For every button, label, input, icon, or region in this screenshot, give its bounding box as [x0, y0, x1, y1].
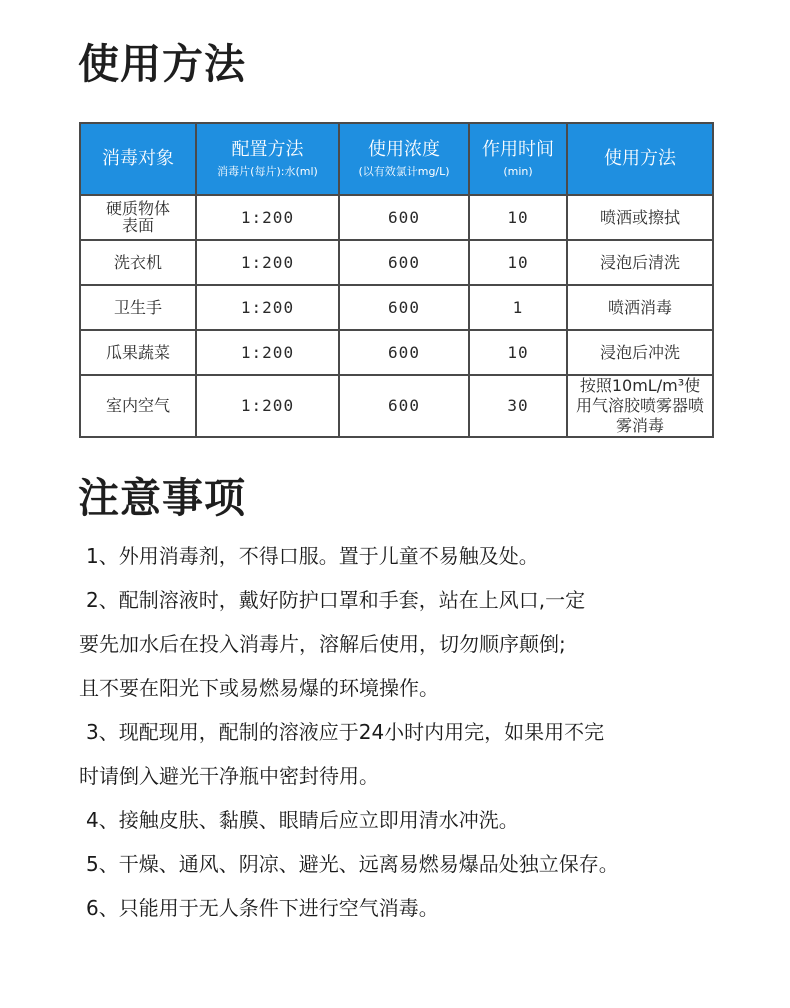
header-ratio: 配置方法 消毒片(每片):水(ml) — [196, 123, 339, 195]
note-line: 1、外用消毒剂，不得口服。置于儿童不易触及处。 — [86, 544, 539, 568]
header-time: 作用时间 (min) — [469, 123, 567, 195]
table-row — [80, 375, 713, 437]
header-object: 消毒对象 — [80, 123, 196, 195]
table-row — [80, 240, 713, 285]
cell-method: 按照10mL/m³使用气溶胶喷雾器喷雾消毒 — [567, 375, 713, 437]
cell-ratio: 1:200 — [196, 195, 339, 240]
cell-ratio: 1:200 — [196, 375, 339, 437]
cell-object: 瓜果蔬菜 — [80, 330, 196, 375]
note-line: 4、接触皮肤、黏膜、眼睛后应立即用清水冲洗。 — [86, 808, 519, 832]
cell-concentration: 600 — [339, 375, 469, 437]
table-row — [80, 195, 713, 240]
usage-heading: 使用方法 — [78, 40, 246, 88]
note-line: 且不要在阳光下或易燃易爆的环境操作。 — [79, 676, 439, 700]
cell-object: 卫生手 — [80, 285, 196, 330]
table-row — [80, 330, 713, 375]
notes-heading: 注意事项 — [78, 474, 246, 522]
note-line: 时请倒入避光干净瓶中密封待用。 — [79, 764, 379, 788]
table-row — [80, 285, 713, 330]
note-line: 2、配制溶液时，戴好防护口罩和手套，站在上风口,一定 — [86, 588, 586, 612]
cell-time: 10 — [469, 195, 567, 240]
cell-ratio: 1:200 — [196, 330, 339, 375]
cell-object: 硬质物体表面 — [80, 195, 196, 240]
cell-concentration: 600 — [339, 285, 469, 330]
cell-concentration: 600 — [339, 195, 469, 240]
cell-ratio: 1:200 — [196, 240, 339, 285]
cell-method: 喷洒消毒 — [567, 285, 713, 330]
note-line: 3、现配现用，配制的溶液应于24小时内用完，如果用不完 — [86, 720, 605, 744]
cell-method: 浸泡后清洗 — [567, 240, 713, 285]
cell-time: 10 — [469, 330, 567, 375]
header-concentration: 使用浓度 (以有效氯计mg/L) — [339, 123, 469, 195]
header-method: 使用方法 — [567, 123, 713, 195]
cell-ratio: 1:200 — [196, 285, 339, 330]
cell-time: 30 — [469, 375, 567, 437]
table-header-row — [80, 123, 713, 195]
cell-concentration: 600 — [339, 330, 469, 375]
cell-object: 洗衣机 — [80, 240, 196, 285]
cell-method: 浸泡后冲洗 — [567, 330, 713, 375]
note-line: 要先加水后在投入消毒片，溶解后使用，切勿顺序颠倒; — [79, 632, 566, 656]
usage-table — [79, 122, 714, 438]
cell-method: 喷洒或擦拭 — [567, 195, 713, 240]
cell-object: 室内空气 — [80, 375, 196, 437]
cell-time: 1 — [469, 285, 567, 330]
note-line: 5、干燥、通风、阴凉、避光、远离易燃易爆品处独立保存。 — [86, 852, 619, 876]
cell-concentration: 600 — [339, 240, 469, 285]
cell-time: 10 — [469, 240, 567, 285]
note-line: 6、只能用于无人条件下进行空气消毒。 — [86, 896, 439, 920]
